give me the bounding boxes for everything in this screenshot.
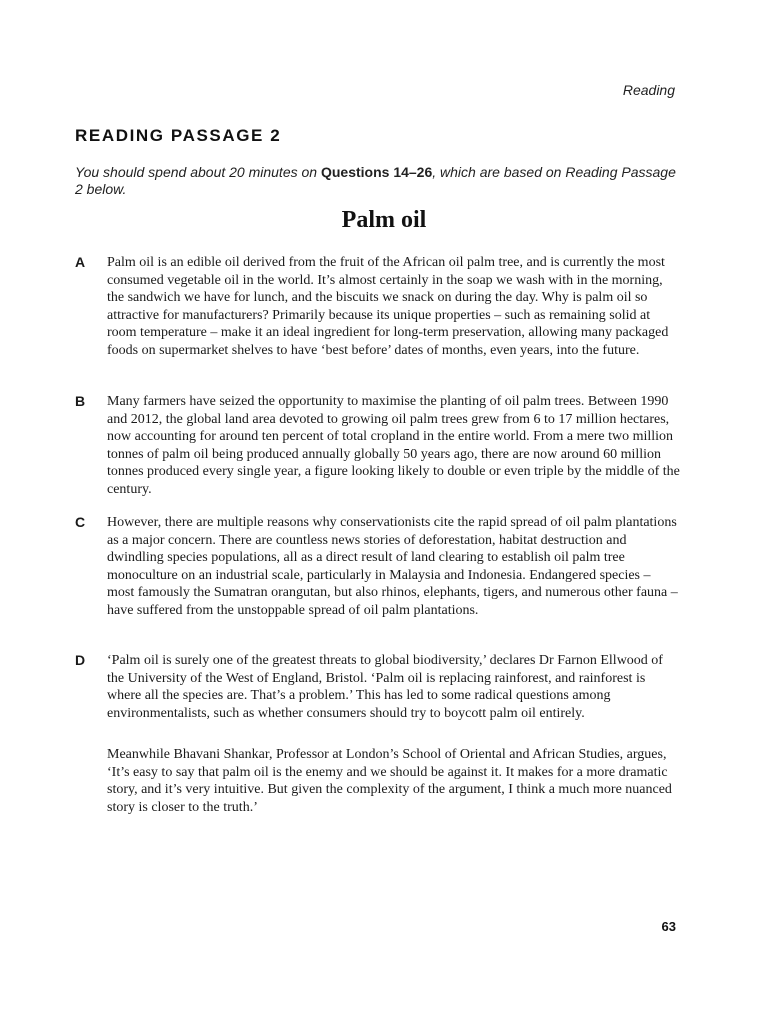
- paragraph-d-continued: [75, 746, 680, 816]
- passage-title: Palm oil: [341, 207, 427, 233]
- instruction-questions: Questions 14–26: [320, 164, 433, 180]
- running-header: Reading: [622, 82, 675, 98]
- paragraph-letter: C: [75, 514, 86, 530]
- paragraph-d: [75, 652, 680, 722]
- paragraph-text: ‘Palm oil is surely one of the greatest threats to global biodiversity,’ declares Dr Farnon Ellwood of the University of the West of England, Bristol. ‘Palm oil is replacing rainforest, and rainforest is where all the species are. That’s a problem.’ This has led to some radical questions among environmentalists, such as whether consumers should try to boycott palm oil entirely.: [107, 653, 663, 721]
- paragraph-text: Many farmers have seized the opportunity to maximise the planting of oil palm trees. Between 1990 and 2012, the global land area devoted to growing oil palm trees grew from 6 to 17 million hectares, now accounting for around ten percent of total cropland in the entire world. From a mere two million tonnes of palm oil being produced annually globally 50 years ago, there are now around 60 million tonnes produced every single year, a figure looking likely to double or even triple by the middle of the century.: [107, 394, 680, 497]
- paragraph-letter: B: [75, 393, 86, 409]
- paragraph-c: [75, 514, 680, 620]
- paragraph-text: Palm oil is an edible oil derived from the fruit of the African oil palm tree, and is currently the most consumed vegetable oil in the world. It’s almost certainly in the soap we wash with in the morning, the sandwich we have for lunch, and the biscuits we snack on during the day. Why is palm oil so attractive for manufacturers? Primarily because its unique properties – such as remaining solid at room temperature – make it an ideal ingredient for long-term preservation, allowing many packaged foods on supermarket shelves to have ‘best before’ dates of months, even years, into the future.: [107, 255, 669, 358]
- paragraph-text: However, there are multiple reasons why conservationists cite the rapid spread of oil palm plantations as a major concern. There are countless news stories of deforestation, habitat destruction and dwindling species populations, all as a direct result of land clearing to establish oil palm tree monoculture on an industrial scale, particularly in Malaysia and Indonesia. Endangered species – most famously the Sumatran orangutan, but also rhinos, elephants, tigers, and numerous other fauna – have suffered from the unstoppable spread of oil palm plantations.: [107, 515, 678, 618]
- paragraph-b: [75, 393, 680, 499]
- paragraph-a: [75, 254, 680, 360]
- instruction-suffix: , which are based on Reading Passage 2 below.: [75, 164, 676, 197]
- paragraph-letter: A: [75, 254, 86, 270]
- paragraph-text: Meanwhile Bhavani Shankar, Professor at London’s School of Oriental and African Studies, argues, ‘It’s easy to say that palm oil is the enemy and we should be against it. It makes for a more dramatic story, and it’s very intuitive. But given the complexity of the argument, I think a much more nuanced story is closer to the truth.’: [107, 747, 672, 815]
- section-title: READING PASSAGE 2: [75, 126, 282, 145]
- instruction-prefix: You should spend about 20 minutes on: [75, 164, 321, 180]
- page-number: 63: [661, 919, 676, 934]
- paragraph-letter: D: [75, 652, 86, 668]
- instruction-text: [75, 164, 685, 198]
